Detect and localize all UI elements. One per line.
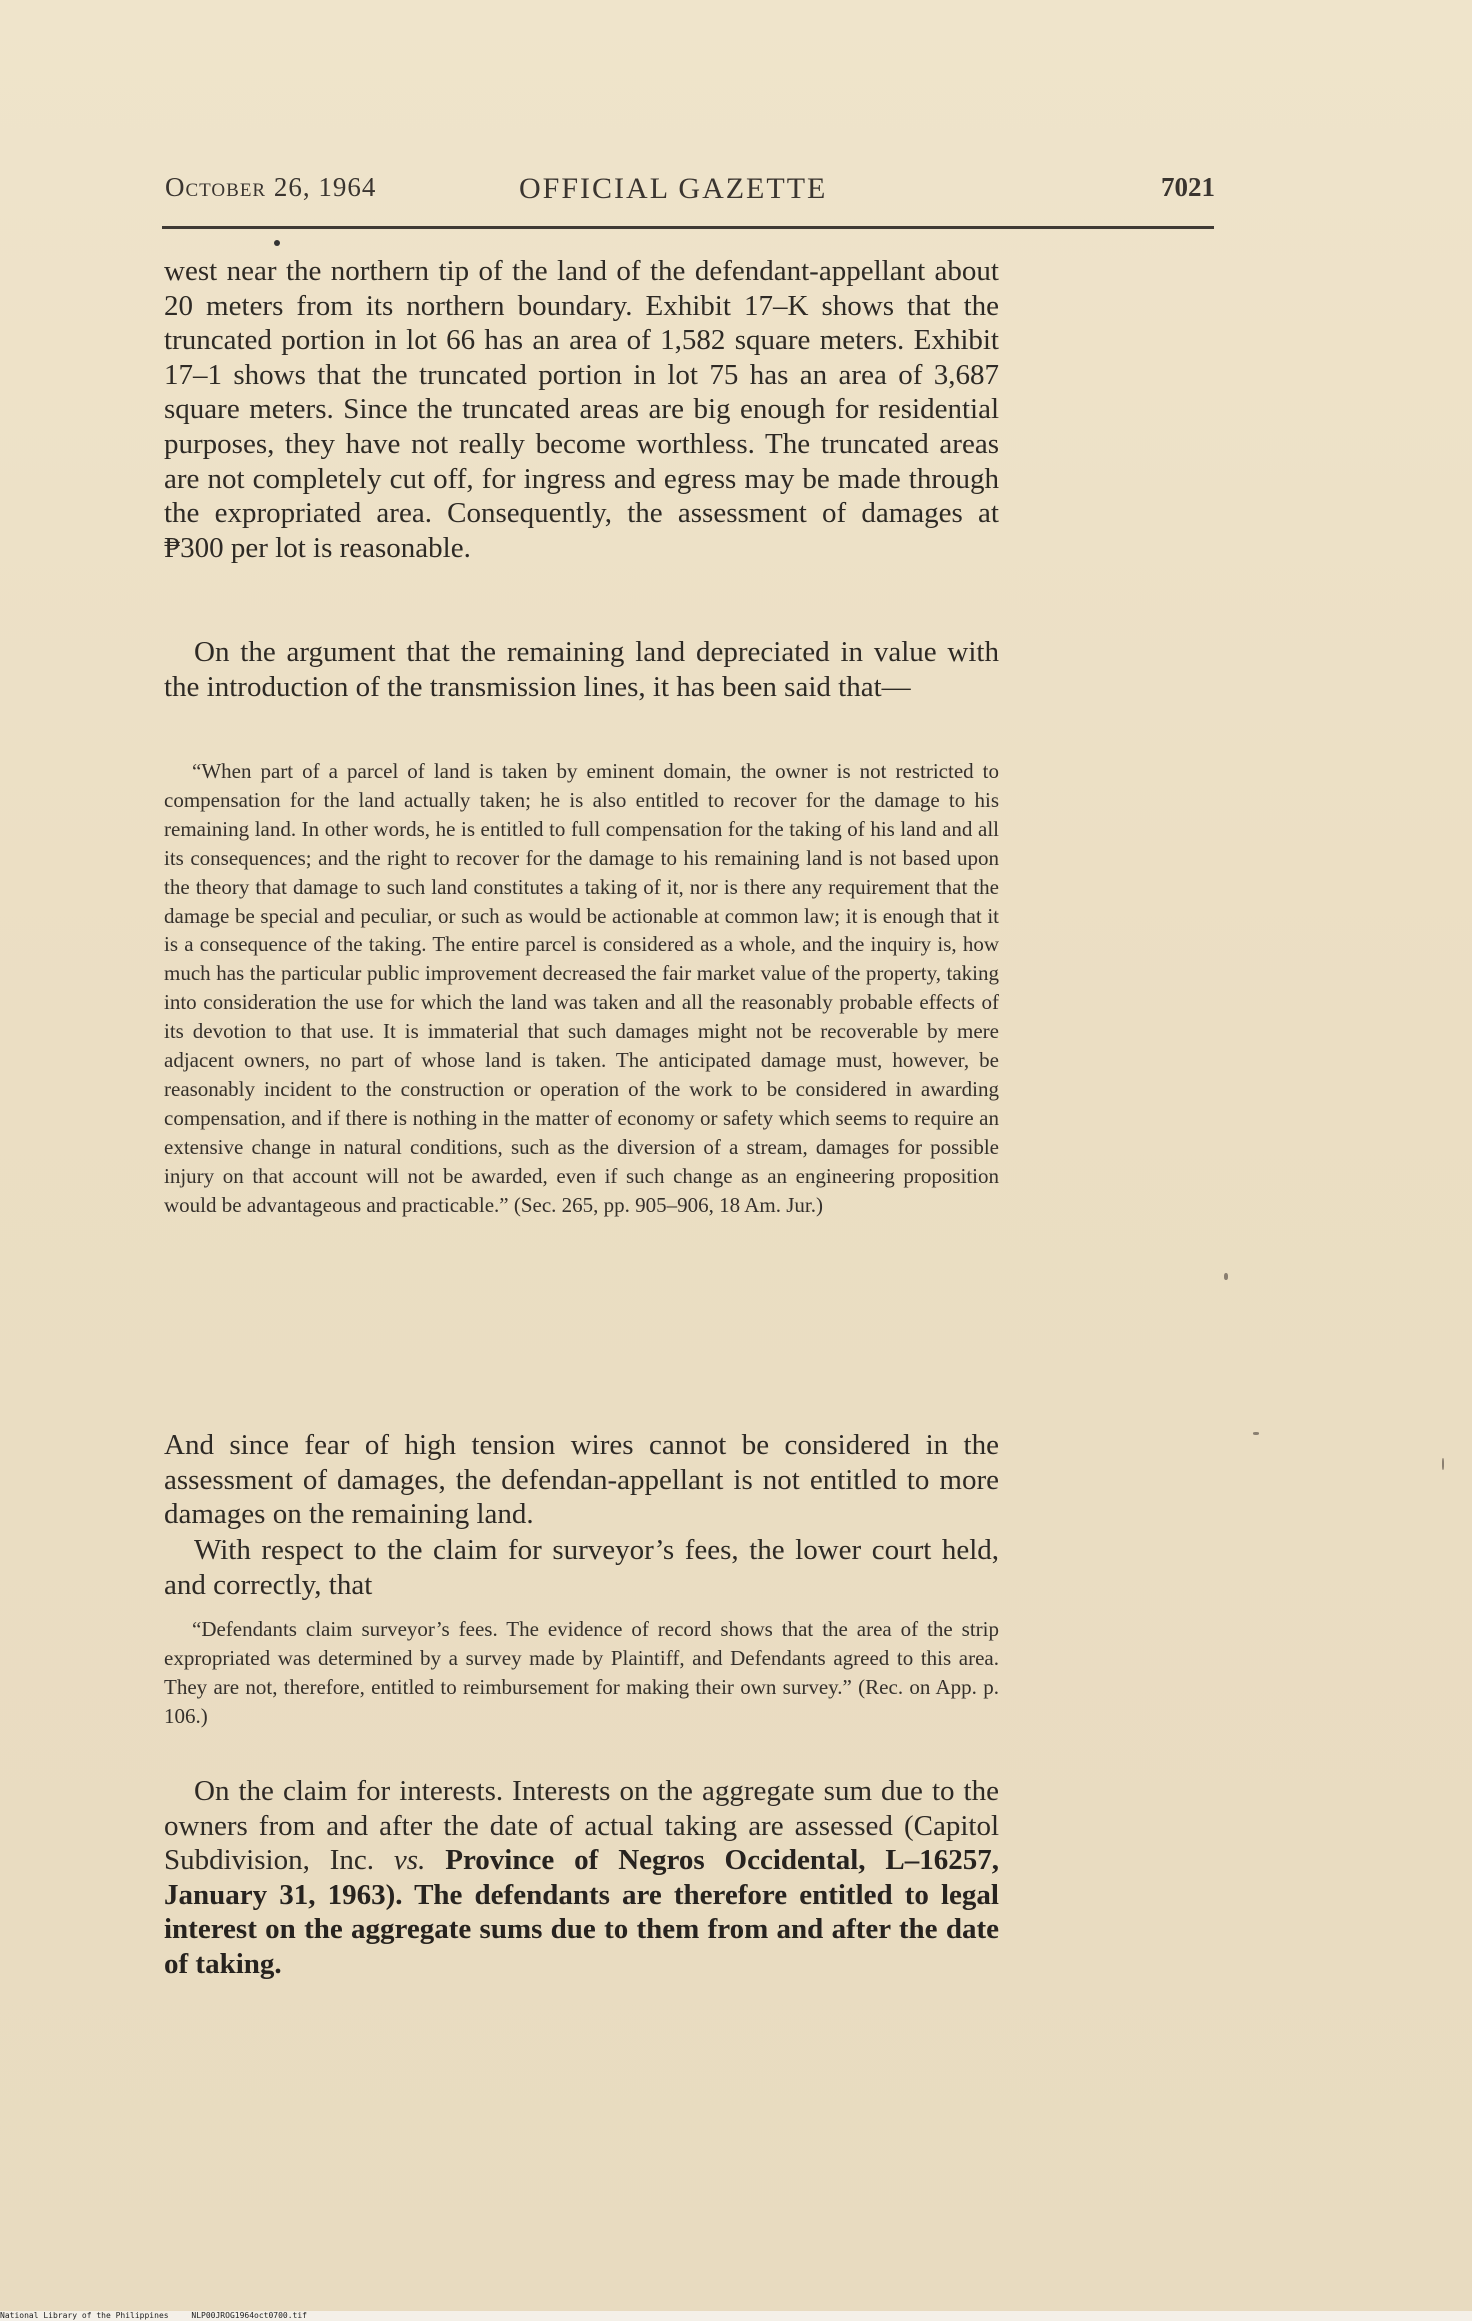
scan-footer (0, 2311, 1472, 2321)
header-rule (162, 226, 1214, 229)
ink-dot (274, 240, 280, 246)
header-title: OFFICIAL GAZETTE (519, 172, 828, 205)
paper-speck (1442, 1458, 1444, 1470)
paper-speck (1224, 1273, 1228, 1280)
paragraph-surveyor-fees: With respect to the claim for surveyor’s fees, the lower court held, and correctly, that (164, 1534, 999, 1601)
footer-library: National Library of the Philippines (0, 2311, 169, 2320)
header-date: October 26, 1964 (165, 172, 377, 202)
paper-speck (1253, 1432, 1259, 1435)
interests-text-part-2: Province of Negros Occidental, L–16257, January 31, 1963). The defendants are therefore entitled to legal interest on the aggregate sums due to them from and after the date of taking. (164, 1844, 999, 1980)
interests-versus: vs. (393, 1844, 426, 1877)
paragraph-high-tension-wires: And since fear of high tension wires cannot be considered in the assessment of damages, the defendan-appellant is not entitled to more damages on the remaining land. (164, 1429, 999, 1531)
page-header (165, 172, 1215, 212)
header-page-number: 7021 (1161, 172, 1215, 202)
interests-text-part-1: On the claim for interests. Interests on the aggregate sum due to the owners from and after the date of actual taking are assessed (Capitol Subdivision, Inc. (164, 1775, 999, 1877)
paragraph-truncated-areas: west near the northern tip of the land of the defendant-appellant about 20 meters from its northern boundary. Exhibit 17–K shows that the truncated portion in lot 66 has an area of 1,582 square meters. Exhibit 17–1 shows that the truncated portion in lot 75 has an area of 3,687 square meters. Since the truncated areas are big enough for residential purposes, they have not really become worthless. The truncated areas are not completely cut off, for ingress and egress may be made through the expropriated area. Consequently, the assessment of damages at ₱300 per lot is reasonable. (164, 255, 999, 564)
paragraph-interests (164, 1774, 999, 1982)
block-quote-surveyor-fees: “Defendants claim surveyor’s fees. The evidence of record shows that the area of the strip expropriated was determined by a survey made by Plaintiff, and Defendants agreed to this area. They are not, therefore, entitled to reimbursement for making their own survey.” (Rec. on App. p. 106.) (164, 1617, 999, 1728)
paragraph-depreciation-argument: On the argument that the remaining land depreciated in value with the introduction of the transmission lines, it has been said that— (164, 636, 999, 703)
block-quote-eminent-domain: “When part of a parcel of land is taken by eminent domain, the owner is not restricted to compensation for the land actually taken; he is also entitled to recover for the damage to his remaining land. In other words, he is entitled to full compensation for the taking of his land and all its consequences; and the right to recover for the damage to his remaining land is not based upon the theory that damage to such land constitutes a taking of it, nor is there any requirement that the damage be special and peculiar, or such as would be actionable at common law; it is enough that it is a consequence of the taking. The entire parcel is considered as a whole, and the inquiry is, how much has the particular public improvement decreased the fair market value of the property, taking into consideration the use for which the land was taken and all the reasonably probable effects of its devotion to that use. It is immaterial that such damages might not be recoverable by mere adjacent owners, no part of whose land is taken. The anticipated damage must, however, be reasonably incident to the construction or operation of the work to be considered in awarding compensation, and if there is nothing in the matter of economy or safety which seems to require an extensive change in natural conditions, such as the diversion of a stream, damages for possible injury on that account will not be awarded, even if such change as an engineering proposition would be advantageous and practicable.” (Sec. 265, pp. 905–906, 18 Am. Jur.) (164, 759, 999, 1217)
footer-filename: NLP00JROG1964oct0700.tif (191, 2311, 307, 2320)
